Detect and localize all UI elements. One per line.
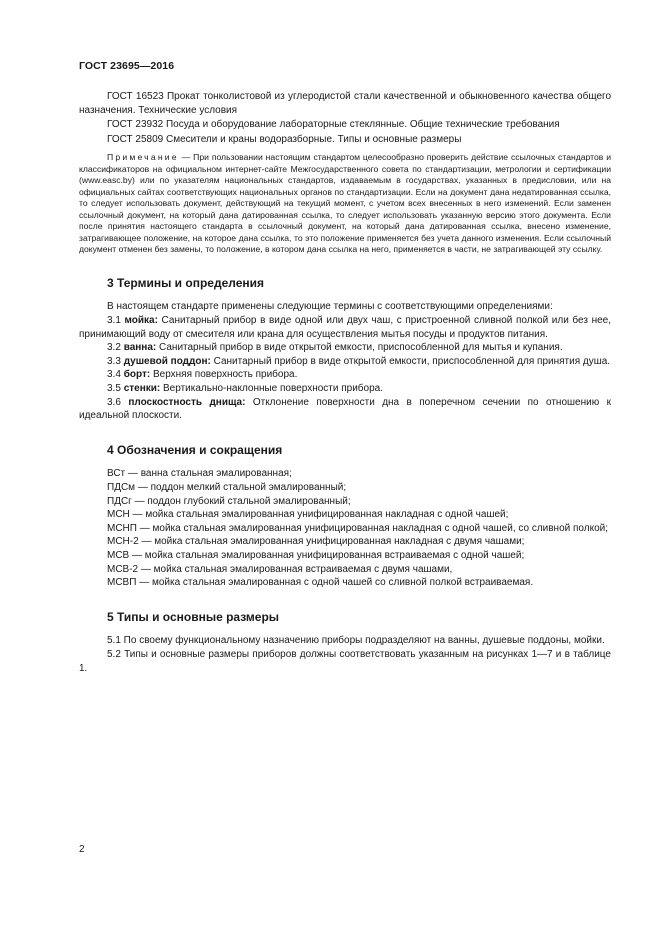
term-3-6 xyxy=(79,396,611,423)
term-name: мойка: xyxy=(124,315,158,327)
paragraph-5-1: 5.1 По своему функциональному назначению приборы подразделяют на ванны, душевые поддоны, мойки. xyxy=(107,635,605,647)
section-5-title: 5 Типы и основные размеры xyxy=(107,609,280,624)
page-number: 2 xyxy=(79,844,85,855)
term-definition: Вертикально-наклонные поверхности прибора. xyxy=(160,383,383,395)
term-3-1 xyxy=(79,314,611,341)
abbreviation-item: МСНП — мойка стальная эмалированная унифицированная накладная с одной чашей, со сливной полкой; xyxy=(107,522,609,534)
term-3-5 xyxy=(79,382,611,396)
term-number: 3.1 xyxy=(107,315,125,327)
term-number: 3.4 xyxy=(107,369,124,381)
reference-gost-25809: ГОСТ 25809 Смесители и краны водоразборные. Типы и основные размеры xyxy=(107,133,462,145)
note-paragraph xyxy=(79,152,611,256)
abbreviation-item: ПДСг — поддон глубокий стальной эмалированный; xyxy=(107,495,351,507)
term-name: ванна: xyxy=(123,342,157,354)
term-definition: Санитарный прибор в виде открытой емкости, приспособленной для мытья и купания. xyxy=(156,342,563,354)
section-3-title: 3 Термины и определения xyxy=(107,275,265,290)
term-number: 3.6 xyxy=(107,396,129,408)
term-number: 3.5 xyxy=(107,383,124,395)
abbreviation-item: МСВ-2 — мойка стальная эмалированная встраиваемая с двумя чашами, xyxy=(107,563,453,575)
note-lead: Примечание xyxy=(107,152,179,163)
abbreviation-item: ПДСм — поддон мелкий стальной эмалированный; xyxy=(107,482,347,493)
term-3-3 xyxy=(79,355,611,369)
term-name: стенки: xyxy=(123,383,161,395)
reference-gost-23932: ГОСТ 23932 Посуда и оборудование лабораторные стеклянные. Общие технические требования xyxy=(107,119,560,131)
term-number: 3.3 xyxy=(107,355,124,367)
term-name: борт: xyxy=(123,369,151,381)
term-name: плоскостность днища: xyxy=(128,396,246,408)
paragraph-5-2: 5.2 Типы и основные размеры приборов должны соответствовать указанным на рисунках 1—7 и в таблице 1. xyxy=(79,648,611,674)
term-definition: Санитарный прибор в виде открытой емкости, приспособленной для принятия душа. xyxy=(210,355,611,367)
term-definition: Верхняя поверхность прибора. xyxy=(150,369,298,381)
section-4-title: 4 Обозначения и сокращения xyxy=(107,442,283,457)
abbreviation-item: МСВП — мойка стальная эмалированная с одной чашей со сливной полкой встраиваемая. xyxy=(107,577,534,589)
note-text: — При пользовании настоящим стандартом целесообразно проверить действие ссылочных стандартов и классификаторов на официальном интернет-сайте Межгосударственного совета по стандартизации, метрологии и сертификации (www.easc.by) или по указателям национальных стандартов, издаваемым в государствах, указанных в предисловии, или на официальных сайтах соответствующих национальных органов по стандартизации. Если на документ дана недатированная ссылка, то следует использовать документ, действующий на текущий момент, с учетом всех внесенных в него изменений. Если заменен ссылочный документ, на который дана датированная ссылка, то следует использовать указанную версию этого документа. Если после принятия настоящего стандарта в ссылочный документ, на который дана датированная ссылка, внесено изменение, затрагивающее положение, на которое дана ссылка, то это положение применяется без учета данного изменения. Если ссылочный документ отменен без замены, то положение, в котором дана ссылка на него, применяется в части, не затрагивающей эту ссылку. xyxy=(79,152,611,255)
term-definition: Отклонение поверхности дна в поперечном сечении по отношению к идеальной плоскости. xyxy=(79,396,611,422)
abbreviation-item: МСН-2 — мойка стальная эмалированная унифицированная накладная с двумя чашами; xyxy=(107,536,525,548)
abbreviation-item: ВСт — ванна стальная эмалированная; xyxy=(107,468,292,480)
abbreviation-item: МСВ — мойка стальная эмалированная унифицированная встраиваемая с одной чашей; xyxy=(107,549,525,561)
term-number: 3.2 xyxy=(107,342,124,354)
term-3-4 xyxy=(79,368,611,382)
term-3-2 xyxy=(79,341,611,355)
term-definition: Санитарный прибор в виде одной или двух чаш, с пристроенной сливной полкой или без нее, принимающий воду от смесителя или крана для осуществления мытья посуды и продуктов питания. xyxy=(79,315,611,340)
reference-gost-16523: ГОСТ 16523 Прокат тонколистовой из углеродистой стали качественной и обыкновенного качества общего назначения. Технические условия xyxy=(79,91,611,116)
term-name: душевой поддон: xyxy=(123,355,211,367)
section-3-intro: В настоящем стандарте применены следующие термины с соответствующими определениями: xyxy=(107,301,553,313)
abbreviation-item: МСН — мойка стальная эмалированная унифицированная накладная с одной чашей; xyxy=(107,509,509,521)
document-code-header: ГОСТ 23695—2016 xyxy=(79,60,175,72)
page-content xyxy=(79,90,611,675)
